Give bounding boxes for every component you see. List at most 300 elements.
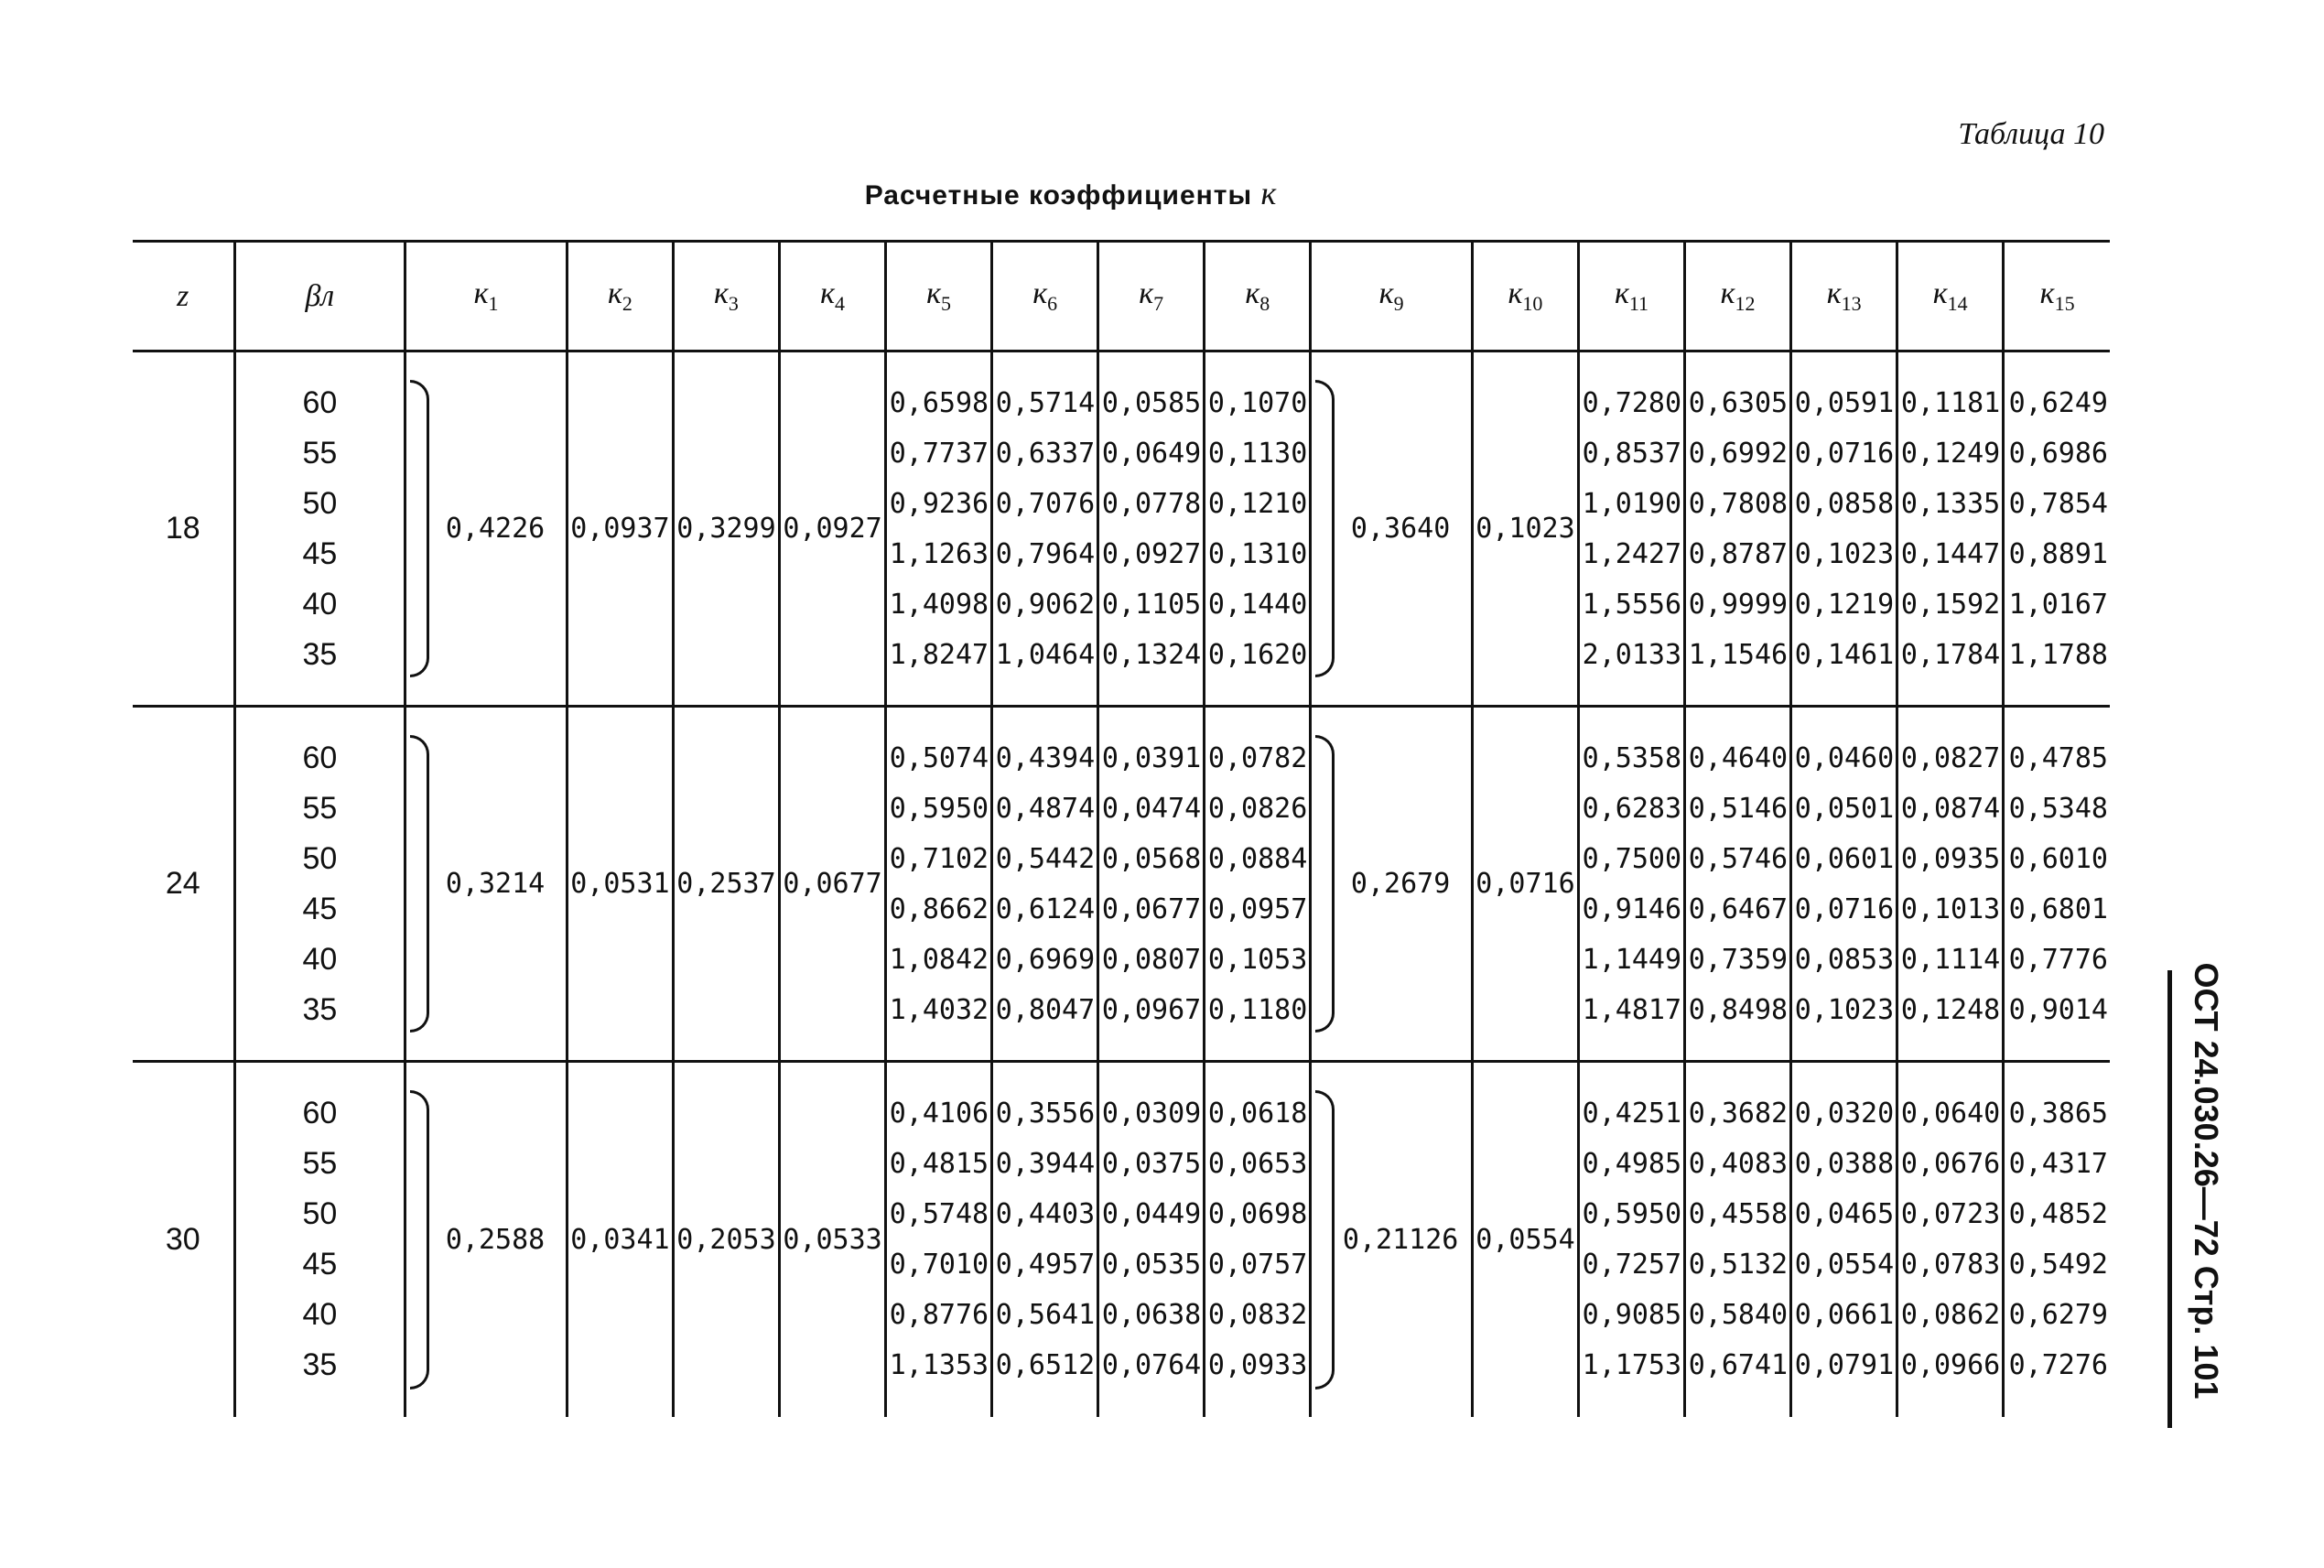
side-rule (2167, 970, 2172, 1428)
k14-value: 0,0723 (1900, 1198, 2001, 1231)
header-k2 (567, 242, 673, 351)
header-k-symbol: к (1932, 276, 1948, 311)
cell-k4 (779, 707, 885, 1062)
k9-value: 0,2679 (1350, 868, 1451, 900)
k11-value: 1,4817 (1582, 993, 1682, 1026)
cell-k15 (2004, 351, 2110, 707)
header-k-symbol: к (820, 276, 835, 311)
k13-value: 0,1023 (1794, 993, 1895, 1026)
header-k4 (779, 242, 885, 351)
k7-value: 0,0927 (1101, 537, 1202, 570)
k15-value: 0,6801 (2008, 892, 2108, 925)
k15-value: 0,6010 (2008, 842, 2108, 875)
k14-value: 0,1249 (1900, 437, 2001, 470)
k13-value: 0,1219 (1794, 588, 1895, 621)
cell-k4 (779, 351, 885, 707)
k8-value: 0,1053 (1207, 943, 1308, 976)
k7-value: 0,0535 (1101, 1249, 1202, 1281)
k8-value: 0,1130 (1207, 437, 1308, 470)
cell-k6 (992, 1062, 1098, 1417)
k12-value: 0,7359 (1688, 943, 1789, 976)
cell-k6 (992, 351, 1098, 707)
k3-value: 0,3299 (676, 513, 776, 545)
k5-value: 0,4815 (889, 1148, 989, 1181)
cell-k1 (405, 351, 567, 707)
k10-value: 0,1023 (1475, 513, 1575, 545)
header-k-symbol: к (1245, 276, 1260, 311)
k13-value: 0,0858 (1794, 487, 1895, 520)
header-k12 (1685, 242, 1791, 351)
header-k-subscript: 12 (1735, 291, 1756, 315)
k15-value: 0,4785 (2008, 741, 2108, 774)
header-k-subscript: 7 (1153, 291, 1164, 315)
k5-value: 0,7737 (889, 437, 989, 470)
k3-value: 0,2537 (676, 868, 776, 900)
k15-value: 1,1788 (2008, 638, 2108, 671)
k13-value: 0,0716 (1794, 892, 1895, 925)
cell-k14 (1897, 351, 2004, 707)
cell-k8 (1205, 1062, 1311, 1417)
k11-value: 0,8537 (1582, 437, 1682, 470)
k8-value: 0,0782 (1207, 741, 1308, 774)
k12-value: 0,4640 (1688, 741, 1789, 774)
k5-value: 0,7010 (889, 1249, 989, 1281)
cell-k13 (1791, 707, 1897, 1062)
k6-value: 0,5442 (995, 842, 1096, 875)
k7-value: 0,0638 (1101, 1299, 1202, 1332)
header-k-symbol: к (1139, 276, 1154, 311)
k8-value: 0,0698 (1207, 1198, 1308, 1231)
header-k-symbol: к (714, 276, 729, 311)
k12-value: 0,8498 (1688, 993, 1789, 1026)
k11-value: 0,7500 (1582, 842, 1682, 875)
k11-value: 1,1449 (1582, 943, 1682, 976)
k14-value: 0,0783 (1900, 1249, 2001, 1281)
k8-value: 0,1180 (1207, 993, 1308, 1026)
k5-value: 0,5950 (889, 792, 989, 825)
cell-beta (234, 351, 405, 707)
k3-value: 0,2053 (676, 1223, 776, 1256)
k7-value: 0,1105 (1101, 588, 1202, 621)
header-k-symbol: к (607, 276, 622, 311)
k11-value: 1,2427 (1582, 537, 1682, 570)
k8-value: 0,0757 (1207, 1249, 1308, 1281)
beta-value: 60 (302, 740, 338, 775)
beta-value: 35 (302, 1347, 338, 1383)
header-k-symbol: к (473, 276, 489, 311)
k2-value: 0,0341 (570, 1223, 670, 1256)
cell-k6 (992, 707, 1098, 1062)
k11-value: 2,0133 (1582, 638, 1682, 671)
k11-value: 1,5556 (1582, 588, 1682, 621)
k12-value: 0,6305 (1688, 386, 1789, 419)
k14-value: 0,1447 (1900, 537, 2001, 570)
k15-value: 0,7276 (2008, 1349, 2108, 1382)
k7-value: 0,0778 (1101, 487, 1202, 520)
header-k11 (1578, 242, 1684, 351)
k15-value: 0,5492 (2008, 1249, 2108, 1281)
k8-value: 0,1070 (1207, 386, 1308, 419)
k11-value: 1,0190 (1582, 487, 1682, 520)
k12-value: 0,7808 (1688, 487, 1789, 520)
header-k-subscript: 13 (1841, 291, 1862, 315)
k11-value: 0,6283 (1582, 792, 1682, 825)
k14-value: 0,1784 (1900, 638, 2001, 671)
cell-k11 (1578, 707, 1684, 1062)
k7-value: 0,0764 (1101, 1349, 1202, 1382)
beta-value: 45 (302, 1247, 338, 1282)
k15-value: 0,6986 (2008, 437, 2108, 470)
k13-value: 0,0460 (1794, 741, 1895, 774)
k5-value: 1,4032 (889, 993, 989, 1026)
cell-beta (234, 707, 405, 1062)
k7-value: 0,0449 (1101, 1198, 1202, 1231)
k15-value: 0,8891 (2008, 537, 2108, 570)
k13-value: 0,0501 (1794, 792, 1895, 825)
cell-k12 (1685, 707, 1791, 1062)
k12-value: 0,3682 (1688, 1098, 1789, 1130)
cell-k3 (673, 707, 779, 1062)
header-k-subscript: 1 (488, 291, 499, 315)
k14-value: 0,0676 (1900, 1148, 2001, 1181)
cell-k7 (1098, 707, 1205, 1062)
k8-value: 0,0618 (1207, 1098, 1308, 1130)
cell-k5 (886, 351, 992, 707)
header-k-subscript: 3 (728, 291, 739, 315)
header-k13 (1791, 242, 1897, 351)
k5-value: 0,6598 (889, 386, 989, 419)
coefficients-table (133, 240, 2110, 1417)
k13-value: 0,0320 (1794, 1098, 1895, 1130)
k6-value: 0,8047 (995, 993, 1096, 1026)
k10-value: 0,0554 (1475, 1223, 1575, 1256)
header-k-subscript: 6 (1047, 291, 1058, 315)
cell-k13 (1791, 1062, 1897, 1417)
table-row (133, 707, 2110, 1062)
header-k3 (673, 242, 779, 351)
k12-value: 0,5840 (1688, 1299, 1789, 1332)
k8-value: 0,1210 (1207, 487, 1308, 520)
k11-value: 0,4985 (1582, 1148, 1682, 1181)
k7-value: 0,0375 (1101, 1148, 1202, 1181)
k14-value: 0,0640 (1900, 1098, 2001, 1130)
k13-value: 0,0716 (1794, 437, 1895, 470)
k15-value: 0,5348 (2008, 792, 2108, 825)
table-title-symbol: к (1260, 175, 1278, 211)
header-k1 (405, 242, 567, 351)
k14-value: 0,1114 (1900, 943, 2001, 976)
k8-value: 0,0653 (1207, 1148, 1308, 1181)
k12-value: 0,6467 (1688, 892, 1789, 925)
k7-value: 0,1324 (1101, 638, 1202, 671)
k5-value: 1,1263 (889, 537, 989, 570)
k9-value: 0,21126 (1342, 1223, 1459, 1256)
k11-value: 0,7280 (1582, 386, 1682, 419)
k14-value: 0,1013 (1900, 892, 2001, 925)
k5-value: 1,1353 (889, 1349, 989, 1382)
header-k-symbol: к (1032, 276, 1048, 311)
header-k-subscript: 11 (1628, 291, 1649, 315)
header-k15 (2004, 242, 2110, 351)
table-caption: Таблица 10 (1958, 117, 2104, 151)
k5-value: 0,8662 (889, 892, 989, 925)
k12-value: 0,4558 (1688, 1198, 1789, 1231)
beta-value: 55 (302, 790, 338, 826)
table-row (133, 351, 2110, 707)
table-title (0, 174, 2142, 212)
k13-value: 0,0601 (1794, 842, 1895, 875)
k13-value: 0,0661 (1794, 1299, 1895, 1332)
cell-k3 (673, 351, 779, 707)
cell-k12 (1685, 1062, 1791, 1417)
k13-value: 0,0388 (1794, 1148, 1895, 1181)
cell-k2 (567, 1062, 673, 1417)
beta-value: 40 (302, 586, 338, 622)
k14-value: 0,0874 (1900, 792, 2001, 825)
table-title-text: Расчетные коэффициенты (864, 180, 1253, 211)
k13-value: 0,0554 (1794, 1249, 1895, 1281)
k7-value: 0,0474 (1101, 792, 1202, 825)
k12-value: 1,1546 (1688, 638, 1789, 671)
k15-value: 0,3865 (2008, 1098, 2108, 1130)
cell-k9 (1311, 707, 1473, 1062)
beta-value: 50 (302, 1196, 338, 1232)
k5-value: 0,5748 (889, 1198, 989, 1231)
k14-value: 0,0862 (1900, 1299, 2001, 1332)
k6-value: 1,0464 (995, 638, 1096, 671)
k6-value: 0,6969 (995, 943, 1096, 976)
document-code-text: ОСТ 24.030.26—72 Стр. 101 (2188, 962, 2225, 1400)
k6-value: 0,5714 (995, 386, 1096, 419)
k4-value: 0,0533 (783, 1223, 882, 1256)
document-code (2160, 962, 2252, 1428)
k15-value: 1,0167 (2008, 588, 2108, 621)
header-k-symbol: к (2039, 276, 2055, 311)
header-k-subscript: 10 (1522, 291, 1543, 315)
cell-k3 (673, 1062, 779, 1417)
table-row (133, 1062, 2110, 1417)
k7-value: 0,0677 (1101, 892, 1202, 925)
cell-k7 (1098, 351, 1205, 707)
header-k-subscript: 9 (1393, 291, 1404, 315)
header-k14 (1897, 242, 2004, 351)
header-k-subscript: 15 (2054, 291, 2075, 315)
k5-value: 1,8247 (889, 638, 989, 671)
k7-value: 0,0649 (1101, 437, 1202, 470)
k8-value: 0,1440 (1207, 588, 1308, 621)
header-k-symbol: к (1508, 276, 1523, 311)
k14-value: 0,1592 (1900, 588, 2001, 621)
k15-value: 0,6249 (2008, 386, 2108, 419)
k12-value: 0,5132 (1688, 1249, 1789, 1281)
k14-value: 0,0935 (1900, 842, 2001, 875)
k8-value: 0,1620 (1207, 638, 1308, 671)
cell-k10 (1472, 707, 1578, 1062)
k5-value: 0,5074 (889, 741, 989, 774)
cell-k5 (886, 1062, 992, 1417)
k2-value: 0,0937 (570, 513, 670, 545)
k4-value: 0,0677 (783, 868, 882, 900)
k7-value: 0,0391 (1101, 741, 1202, 774)
cell-k14 (1897, 707, 2004, 1062)
cell-beta (234, 1062, 405, 1417)
header-row (133, 242, 2110, 351)
header-k-subscript: 5 (941, 291, 952, 315)
k11-value: 0,4251 (1582, 1098, 1682, 1130)
k7-value: 0,0568 (1101, 842, 1202, 875)
beta-value: 50 (302, 840, 338, 876)
header-k-subscript: 2 (622, 291, 632, 315)
header-beta: βл (234, 242, 405, 351)
header-k7 (1098, 242, 1205, 351)
k6-value: 0,4957 (995, 1249, 1096, 1281)
k14-value: 0,0827 (1900, 741, 2001, 774)
k6-value: 0,3556 (995, 1098, 1096, 1130)
beta-value: 35 (302, 636, 338, 672)
table-body (133, 351, 2110, 1417)
k2-value: 0,0531 (570, 868, 670, 900)
k14-value: 0,1181 (1900, 386, 2001, 419)
cell-z: 18 (133, 351, 234, 707)
k11-value: 0,7257 (1582, 1249, 1682, 1281)
k12-value: 0,6741 (1688, 1349, 1789, 1382)
header-k-symbol: к (1826, 276, 1842, 311)
cell-k9 (1311, 1062, 1473, 1417)
cell-k15 (2004, 707, 2110, 1062)
k12-value: 0,8787 (1688, 537, 1789, 570)
cell-k7 (1098, 1062, 1205, 1417)
k5-value: 0,7102 (889, 842, 989, 875)
cell-k10 (1472, 351, 1578, 707)
k11-value: 0,9085 (1582, 1299, 1682, 1332)
cell-k14 (1897, 1062, 2004, 1417)
k13-value: 0,0791 (1794, 1349, 1895, 1382)
k1-value: 0,3214 (445, 868, 546, 900)
header-k10 (1472, 242, 1578, 351)
k13-value: 0,1461 (1794, 638, 1895, 671)
k13-value: 0,1023 (1794, 537, 1895, 570)
cell-k11 (1578, 351, 1684, 707)
header-k-symbol: к (1720, 276, 1735, 311)
k11-value: 0,5950 (1582, 1198, 1682, 1231)
k14-value: 0,0966 (1900, 1349, 2001, 1382)
beta-value: 60 (302, 1096, 338, 1131)
k7-value: 0,0585 (1101, 386, 1202, 419)
cell-k8 (1205, 351, 1311, 707)
k6-value: 0,3944 (995, 1148, 1096, 1181)
k12-value: 0,5146 (1688, 792, 1789, 825)
header-k-symbol: к (1614, 276, 1629, 311)
k14-value: 0,1248 (1900, 993, 2001, 1026)
cell-k11 (1578, 1062, 1684, 1417)
cell-k4 (779, 1062, 885, 1417)
k6-value: 0,6337 (995, 437, 1096, 470)
k5-value: 1,4098 (889, 588, 989, 621)
header-k5 (886, 242, 992, 351)
k5-value: 0,8776 (889, 1299, 989, 1332)
cell-z: 30 (165, 1221, 200, 1257)
header-k-subscript: 4 (834, 291, 845, 315)
cell-k5 (886, 707, 992, 1062)
cell-k9 (1311, 351, 1473, 707)
k6-value: 0,4403 (995, 1198, 1096, 1231)
k7-value: 0,0309 (1101, 1098, 1202, 1130)
k8-value: 0,0884 (1207, 842, 1308, 875)
k4-value: 0,0927 (783, 513, 882, 545)
k12-value: 0,9999 (1688, 588, 1789, 621)
cell-k15 (2004, 1062, 2110, 1417)
k13-value: 0,0591 (1794, 386, 1895, 419)
k5-value: 0,9236 (889, 487, 989, 520)
beta-value: 55 (302, 1146, 338, 1182)
k6-value: 0,7076 (995, 487, 1096, 520)
k6-value: 0,4394 (995, 741, 1096, 774)
k13-value: 0,0465 (1794, 1198, 1895, 1231)
header-z: z (133, 242, 234, 351)
k15-value: 0,7776 (2008, 943, 2108, 976)
k11-value: 1,1753 (1582, 1349, 1682, 1382)
k6-value: 0,4874 (995, 792, 1096, 825)
beta-value: 45 (302, 535, 338, 571)
header-k9 (1311, 242, 1473, 351)
k12-value: 0,5746 (1688, 842, 1789, 875)
k1-value: 0,4226 (445, 513, 546, 545)
k9-value: 0,3640 (1350, 513, 1451, 545)
k5-value: 0,4106 (889, 1098, 989, 1130)
k6-value: 0,9062 (995, 588, 1096, 621)
k15-value: 0,4852 (2008, 1198, 2108, 1231)
cell-k1 (405, 707, 567, 1062)
k15-value: 0,4317 (2008, 1148, 2108, 1181)
k15-value: 0,7854 (2008, 487, 2108, 520)
k13-value: 0,0853 (1794, 943, 1895, 976)
k11-value: 0,5358 (1582, 741, 1682, 774)
beta-value: 50 (302, 485, 338, 521)
k15-value: 0,6279 (2008, 1299, 2108, 1332)
k6-value: 0,7964 (995, 537, 1096, 570)
k11-value: 0,9146 (1582, 892, 1682, 925)
k8-value: 0,0933 (1207, 1349, 1308, 1382)
header-k6 (992, 242, 1098, 351)
header-k-subscript: 14 (1947, 291, 1968, 315)
cell-k10 (1472, 1062, 1578, 1417)
cell-k2 (567, 707, 673, 1062)
k12-value: 0,6992 (1688, 437, 1789, 470)
cell-k13 (1791, 351, 1897, 707)
header-k-subscript: 8 (1259, 291, 1270, 315)
k12-value: 0,4083 (1688, 1148, 1789, 1181)
k6-value: 0,6512 (995, 1349, 1096, 1382)
k10-value: 0,0716 (1475, 868, 1575, 900)
header-k-symbol: к (926, 276, 942, 311)
beta-value: 55 (302, 435, 338, 470)
cell-k12 (1685, 351, 1791, 707)
k7-value: 0,0967 (1101, 993, 1202, 1026)
k8-value: 0,0957 (1207, 892, 1308, 925)
k5-value: 1,0842 (889, 943, 989, 976)
beta-value: 40 (302, 941, 338, 977)
k6-value: 0,5641 (995, 1299, 1096, 1332)
beta-value: 40 (302, 1297, 338, 1333)
k7-value: 0,0807 (1101, 943, 1202, 976)
k14-value: 0,1335 (1900, 487, 2001, 520)
beta-value: 45 (302, 891, 338, 926)
k6-value: 0,6124 (995, 892, 1096, 925)
k15-value: 0,9014 (2008, 993, 2108, 1026)
k1-value: 0,2588 (445, 1223, 546, 1256)
k8-value: 0,0832 (1207, 1299, 1308, 1332)
cell-z: 24 (133, 707, 234, 1062)
